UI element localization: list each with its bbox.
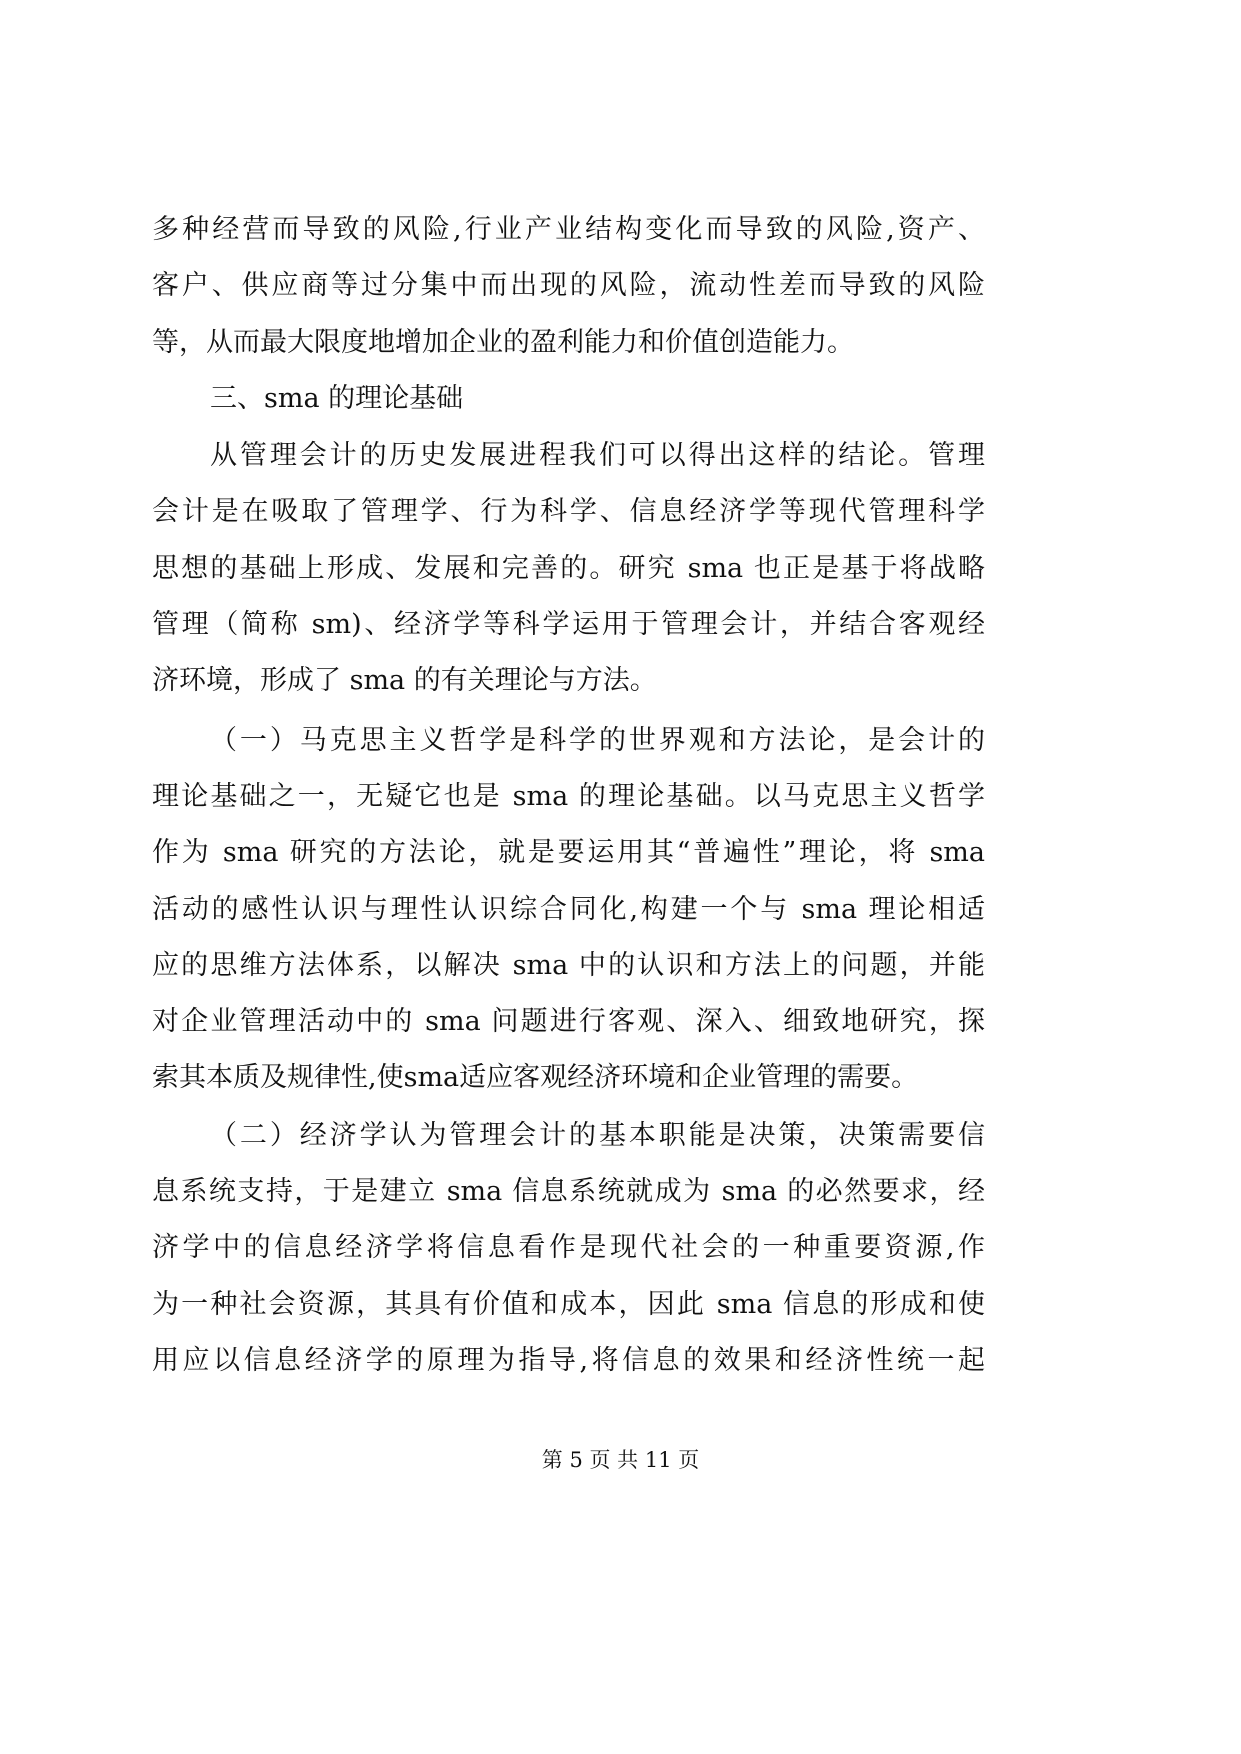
paragraph-line: 思想的基础上形成、发展和完善的。研究 sma 也正是基于将战略 <box>152 553 985 584</box>
paragraph-line: 息系统支持，于是建立 sma 信息系统就成为 sma 的必然要求，经 <box>152 1176 985 1207</box>
paragraph-line: 理论基础之一，无疑它也是 sma 的理论基础。以马克思主义哲学 <box>152 781 985 812</box>
paragraph-line: 应的思维方法体系，以解决 sma 中的认识和方法上的问题，并能 <box>152 950 985 981</box>
paragraph-line: 活动的感性认识与理性认识综合同化,构建一个与 sma 理论相适 <box>152 894 985 925</box>
paragraph-line: 客户、供应商等过分集中而出现的风险，流动性差而导致的风险 <box>152 270 985 301</box>
paragraph-line: 作为 sma 研究的方法论，就是要运用其“普遍性”理论，将 sma <box>152 837 985 868</box>
paragraph-line: 用应以信息经济学的原理为指导,将信息的效果和经济性统一起 <box>152 1345 985 1376</box>
paragraph-line: 济学中的信息经济学将信息看作是现代社会的一种重要资源,作 <box>152 1232 985 1263</box>
paragraph-line: （二）经济学认为管理会计的基本职能是决策，决策需要信 <box>210 1120 985 1151</box>
paragraph-line: 从管理会计的历史发展进程我们可以得出这样的结论。管理 <box>210 440 985 471</box>
paragraph-line: 索其本质及规律性,使sma适应客观经济环境和企业管理的需要。 <box>152 1062 919 1093</box>
paragraph-line: 对企业管理活动中的 sma 问题进行客观、深入、细致地研究，探 <box>152 1006 985 1037</box>
paragraph-line: 会计是在吸取了管理学、行为科学、信息经济学等现代管理科学 <box>152 496 985 527</box>
paragraph-line: 多种经营而导致的风险,行业产业结构变化而导致的风险,资产、 <box>152 214 985 245</box>
section-heading: 三、sma 的理论基础 <box>210 383 464 414</box>
page-footer: 第 5 页 共 11 页 <box>541 1448 700 1472</box>
paragraph-line: 济环境，形成了 sma 的有关理论与方法。 <box>152 665 657 696</box>
paragraph-line: 等，从而最大限度地增加企业的盈利能力和价值创造能力。 <box>152 327 854 358</box>
paragraph-line: 为一种社会资源，其具有价值和成本，因此 sma 信息的形成和使 <box>152 1289 985 1320</box>
paragraph-line: （一）马克思主义哲学是科学的世界观和方法论，是会计的 <box>210 725 985 756</box>
paragraph-line: 管理（简称 sm)、经济学等科学运用于管理会计，并结合客观经 <box>152 609 985 640</box>
